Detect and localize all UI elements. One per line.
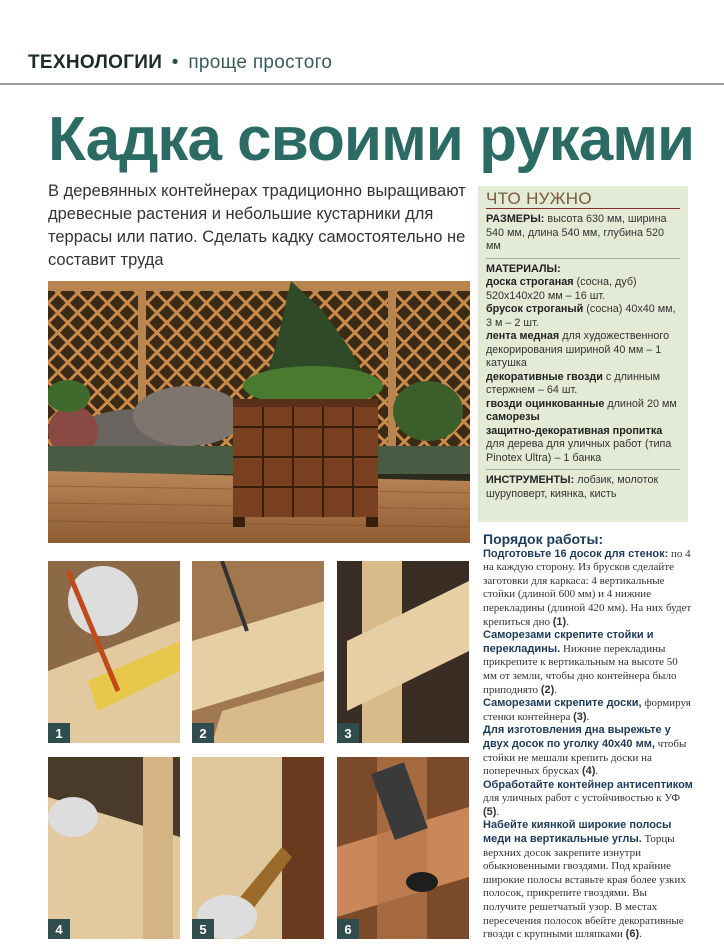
material-name: лента медная bbox=[486, 330, 560, 342]
materials-sidebar bbox=[478, 186, 688, 522]
step-number-badge: 2 bbox=[192, 723, 214, 743]
step-photo-6 bbox=[337, 757, 469, 939]
step-photo-ref: (6) bbox=[625, 928, 640, 941]
material-name: саморезы bbox=[486, 411, 540, 423]
material-name: декоративные гвозди bbox=[486, 370, 603, 383]
material-detail: (сосна, дуб) 520х140х20 мм – 16 шт. bbox=[486, 276, 637, 302]
material-item bbox=[486, 276, 680, 303]
measuring-illustration bbox=[48, 561, 180, 743]
material-detail: (сосна) 40х40 мм, 3 м – 2 шт. bbox=[486, 303, 676, 329]
step-photo-5 bbox=[192, 757, 324, 939]
sizes-block bbox=[486, 213, 680, 254]
materials-label: МАТЕРИАЛЫ: bbox=[486, 262, 561, 275]
procedure-step bbox=[483, 548, 693, 630]
material-detail: длиной 20 мм bbox=[604, 397, 677, 410]
procedure-column bbox=[483, 533, 693, 942]
step-title: Набейте киянкой широкие полосы меди на вертикальные углы. bbox=[483, 819, 672, 846]
sidebar-divider bbox=[486, 258, 680, 259]
material-item bbox=[486, 371, 680, 398]
procedure-step bbox=[483, 724, 693, 778]
step-number-badge: 6 bbox=[337, 919, 359, 939]
step-title: Саморезами скрепите доски, bbox=[483, 697, 642, 710]
planter-scene-illustration bbox=[48, 281, 470, 543]
section-name: ТЕХНОЛОГИИ bbox=[28, 52, 163, 73]
sidebar-heading: ЧТО НУЖНО bbox=[486, 189, 592, 208]
step-photo-ref: (2) bbox=[540, 683, 555, 696]
procedure-step bbox=[483, 697, 693, 724]
step-number-badge: 5 bbox=[192, 919, 214, 939]
step-tail: . bbox=[496, 805, 500, 818]
material-item bbox=[486, 398, 680, 412]
material-item bbox=[486, 303, 680, 330]
header-separator: • bbox=[171, 52, 179, 73]
material-detail: для дерева для уличных работ (типа Pinotex Ultra) – 1 банка bbox=[486, 438, 672, 464]
step-photo-1 bbox=[48, 561, 180, 743]
material-name: доска строганая bbox=[486, 276, 574, 288]
lead-paragraph: В деревянных контейнерах традиционно выращивают древесные растения и небольшие кустарники для террасы или патио. Сделать кадку самостоятельно не составит труда bbox=[48, 182, 466, 269]
sidebar-divider bbox=[486, 469, 680, 470]
step-title: Обработайте контейнер антисептиком bbox=[483, 778, 693, 791]
step-tail: . bbox=[566, 615, 569, 628]
step-title: Подготовьте 16 досок для стенок: bbox=[483, 547, 669, 560]
material-name: защитно-декоративная пропитка bbox=[486, 424, 663, 437]
material-detail: для художественного декорирования шириной 40 мм – 1 катушка bbox=[486, 330, 670, 369]
material-item bbox=[486, 425, 680, 466]
step-photo-4 bbox=[48, 757, 180, 939]
planter-main-photo bbox=[48, 281, 470, 543]
tools-label: ИНСТРУМЕНТЫ: bbox=[486, 474, 575, 486]
material-name: брусок строганый bbox=[486, 303, 584, 315]
step-tail: . bbox=[586, 710, 590, 723]
step-photo-2 bbox=[192, 561, 324, 743]
procedure-heading: Порядок работы: bbox=[483, 531, 604, 547]
sizes-text: высота 630 мм, ширина 540 мм, длина 540 мм, глубина 520 мм bbox=[486, 213, 667, 252]
step-title: Для изготовления дна вырежьте у двух досок по уголку 40х40 мм, bbox=[483, 724, 671, 750]
header-divider bbox=[0, 83, 724, 85]
material-item bbox=[486, 330, 680, 371]
frame-illustration bbox=[337, 561, 469, 743]
tools-text: лобзик, молоток шуруповерт, киянка, кисть bbox=[486, 474, 659, 500]
tools-block bbox=[486, 474, 680, 501]
material-item bbox=[486, 411, 680, 425]
copper-strip-illustration bbox=[337, 757, 469, 939]
step-photo-3 bbox=[337, 561, 469, 743]
bottom-illustration bbox=[48, 757, 180, 939]
step-text: Нижние перекладины прикрепите к вертикальным на высоте 50 мм от земли, чтобы дно контейнера было приподнято bbox=[483, 642, 678, 696]
step-tail: . bbox=[639, 928, 642, 941]
step-text: формируя стенки контейнера bbox=[483, 697, 691, 723]
step-title: Саморезами скрепите стойки и перекладины. bbox=[483, 629, 654, 655]
step-tail: . bbox=[595, 765, 599, 778]
sizes-label: РАЗМЕРЫ: bbox=[486, 213, 545, 225]
procedure-step bbox=[483, 819, 693, 941]
step-text: Торцы верхних досок закрепите изнутри обыкновенными гвоздями. Под крайние широкие полосы вставьте края более узких полосок, прикрепите гвоздями. Вы получите решетчатый узор. В местах пересечения полосок вбейте декоративные гвозди с крупными шляпками bbox=[483, 833, 686, 941]
material-detail: с длинным стержнем – 64 шт. bbox=[486, 370, 661, 396]
section-header bbox=[28, 52, 332, 74]
step-number-badge: 4 bbox=[48, 919, 70, 939]
step-tail: . bbox=[554, 683, 558, 696]
procedure-step bbox=[483, 629, 693, 697]
step-photo-ref: (1) bbox=[552, 615, 567, 628]
brush-illustration bbox=[192, 757, 324, 939]
material-name: гвозди оцинкованные bbox=[486, 397, 605, 410]
subsection-name: проще простого bbox=[188, 52, 333, 73]
step-photo-ref: (3) bbox=[573, 710, 587, 723]
step-number-badge: 1 bbox=[48, 723, 70, 743]
step-photo-ref: (5) bbox=[483, 805, 497, 818]
article-title: Кадка своими руками bbox=[48, 105, 695, 174]
step-number-badge: 3 bbox=[337, 723, 359, 743]
step-text: чтобы стойки не мешали крепить доски на поперечных брусках bbox=[483, 737, 687, 778]
step-photo-ref: (4) bbox=[581, 765, 596, 778]
step-text: для уличных работ с устойчивостью к УФ bbox=[483, 792, 681, 805]
step-text: по 4 на каждую сторону. Из брусков сделайте заготовки для каркаса: 4 вертикальные стойки (длиной 600 мм) и 4 нижние перекладины (длиной 420 мм). На них будет крепиться дно bbox=[483, 547, 692, 628]
procedure-step bbox=[483, 779, 693, 820]
screwing-illustration bbox=[192, 561, 324, 743]
